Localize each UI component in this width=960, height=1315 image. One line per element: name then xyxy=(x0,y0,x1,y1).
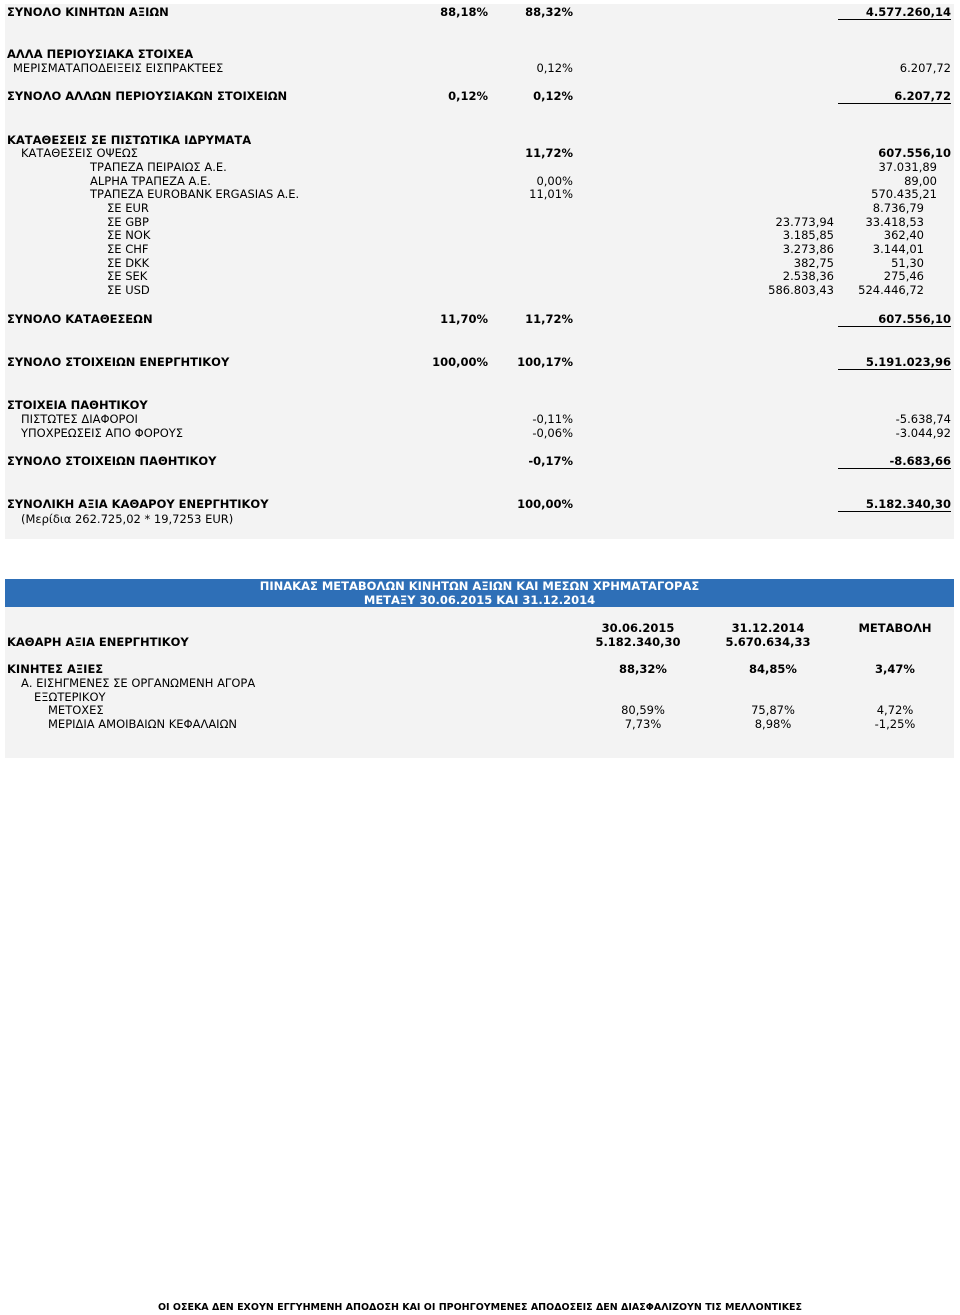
changes-row-date1: 7,73% xyxy=(624,717,662,731)
total-movable-pct2: 88,32% xyxy=(525,5,573,19)
total-movable-pct1: 88,18% xyxy=(440,5,488,19)
changes-row-date2: 75,87% xyxy=(751,703,795,717)
liability-row-pct: -0,06% xyxy=(532,426,573,440)
total-deposits-pct1: 11,70% xyxy=(440,312,488,326)
currency-eur-amount: 275,46 xyxy=(883,269,924,283)
column-header-date2: 31.12.2014 xyxy=(731,621,805,635)
liability-row-amount: -3.044,92 xyxy=(895,426,951,440)
deposits-heading: ΚΑΤΑΘΕΣΕΙΣ ΣΕ ΠΙΣΤΩΤΙΚΑ ΙΔΡΥΜΑΤΑ xyxy=(7,133,252,147)
currency-eur-amount: 524.446,72 xyxy=(858,283,924,297)
changes-row-date1: 80,59% xyxy=(621,703,665,717)
changes-table-title-line1: ΠΙΝΑΚΑΣ ΜΕΤΑΒΟΛΩΝ ΚΙΝΗΤΩΝ ΑΞΙΩΝ ΚΑΙ ΜΕΣΩΝ ΧΡΗΜΑΤΑΓΟΡΑΣ xyxy=(259,579,700,593)
liability-row-amount: -5.638,74 xyxy=(895,412,951,426)
bank-row-amount: 89,00 xyxy=(904,174,937,188)
sight-deposits-amount: 607.556,10 xyxy=(878,146,951,160)
bank-row-amount: 570.435,21 xyxy=(871,187,937,201)
changes-row-change: -1,25% xyxy=(874,717,916,731)
total-movable-amount: 4.577.260,14 xyxy=(838,5,951,20)
changes-row-label: ΜΕΤΟΧΕΣ xyxy=(48,703,104,717)
currency-eur-amount: 33.418,53 xyxy=(865,215,924,229)
net-assets-date1: 5.182.340,30 xyxy=(595,635,681,649)
receivables-amount: 6.207,72 xyxy=(899,61,951,75)
currency-original-amount: 586.803,43 xyxy=(768,283,834,297)
total-other-label: ΣΥΝΟΛΟ ΑΛΛΩΝ ΠΕΡΙΟΥΣΙΑΚΩΝ ΣΤΟΙΧΕΙΩΝ xyxy=(7,89,288,103)
changes-row-date2: 8,98% xyxy=(754,717,792,731)
total-assets-label: ΣΥΝΟΛΟ ΣΤΟΙΧΕΙΩΝ ΕΝΕΡΓΗΤΙΚΟΥ xyxy=(7,355,230,369)
movable-date2: 84,85% xyxy=(749,662,797,676)
receivables-pct: 0,12% xyxy=(536,61,573,75)
currency-label: ΣΕ USD xyxy=(107,283,150,297)
currency-original-amount: 2.538,36 xyxy=(782,269,834,283)
movable-date1: 88,32% xyxy=(619,662,667,676)
liability-row-pct: -0,11% xyxy=(532,412,573,426)
currency-original-amount: 23.773,94 xyxy=(775,215,834,229)
column-header-date1: 30.06.2015 xyxy=(601,621,675,635)
changes-row-change: 4,72% xyxy=(876,703,914,717)
units-note: (Μερίδια 262.725,02 * 19,7253 EUR) xyxy=(21,512,234,526)
total-movable-label: ΣΥΝΟΛΟ ΚΙΝΗΤΩΝ ΑΞΙΩΝ xyxy=(7,5,169,19)
liabilities-heading: ΣΤΟΙΧΕΙΑ ΠΑΘΗΤΙΚΟΥ xyxy=(7,398,148,412)
column-header-change: ΜΕΤΑΒΟΛΗ xyxy=(858,621,932,635)
sight-deposits-label: ΚΑΤΑΘΕΣΕΙΣ ΟΨΕΩΣ xyxy=(21,146,138,160)
currency-eur-amount: 362,40 xyxy=(883,228,924,242)
currency-label: ΣΕ NOK xyxy=(107,228,151,242)
bank-row-label: ΤΡΑΠΕΖΑ ΠΕΙΡΑΙΩΣ Α.Ε. xyxy=(90,160,227,174)
net-assets-date2: 5.670.634,33 xyxy=(725,635,811,649)
total-assets-pct2: 100,17% xyxy=(517,355,573,369)
total-liabilities-pct: -0,17% xyxy=(528,454,573,468)
bank-row-label: ALPHA ΤΡΑΠΕΖΑ Α.Ε. xyxy=(90,174,211,188)
movable-change: 3,47% xyxy=(875,662,915,676)
currency-original-amount: 3.273,86 xyxy=(782,242,834,256)
currency-eur-amount: 3.144,01 xyxy=(872,242,924,256)
bank-row-amount: 37.031,89 xyxy=(878,160,937,174)
receivables-label: ΜΕΡΙΣΜΑΤΑΠΟΔΕΙΞΕΙΣ ΕΙΣΠΡΑΚΤΕΕΣ xyxy=(13,61,224,75)
total-other-pct1: 0,12% xyxy=(448,89,488,103)
changes-row-label: ΜΕΡΙΔΙΑ ΑΜΟΙΒΑΙΩΝ ΚΕΦΑΛΑΙΩΝ xyxy=(48,717,237,731)
liability-row-label: ΥΠΟΧΡΕΩΣΕΙΣ ΑΠΟ ΦΟΡΟΥΣ xyxy=(21,426,184,440)
currency-label: ΣΕ DKK xyxy=(107,256,150,270)
total-assets-pct1: 100,00% xyxy=(432,355,488,369)
currency-original-amount: 382,75 xyxy=(793,256,834,270)
net-asset-value-amount: 5.182.340,30 xyxy=(838,497,951,512)
currency-label: ΣΕ EUR xyxy=(107,201,149,215)
total-liabilities-label: ΣΥΝΟΛΟ ΣΤΟΙΧΕΙΩΝ ΠΑΘΗΤΙΚΟΥ xyxy=(7,454,217,468)
total-deposits-label: ΣΥΝΟΛΟ ΚΑΤΑΘΕΣΕΩΝ xyxy=(7,312,153,326)
currency-original-amount: 3.185,85 xyxy=(782,228,834,242)
currency-eur-amount: 51,30 xyxy=(891,256,924,270)
total-other-amount: 6.207,72 xyxy=(838,89,951,104)
liability-row-label: ΠΙΣΤΩΤΕΣ ΔΙΑΦΟΡΟΙ xyxy=(21,412,138,426)
total-liabilities-amount: -8.683,66 xyxy=(838,454,951,469)
total-assets-amount: 5.191.023,96 xyxy=(838,355,951,370)
currency-label: ΣΕ CHF xyxy=(107,242,149,256)
other-assets-heading: ΑΛΛΑ ΠΕΡΙΟΥΣΙΑΚΑ ΣΤΟΙΧΕΑ xyxy=(7,47,194,61)
net-assets-row-label: ΚΑΘΑΡΗ ΑΞΙΑ ΕΝΕΡΓΗΤΙΚΟΥ xyxy=(7,635,189,649)
disclaimer-footer: ΟΙ ΟΣΕΚΑ ΔΕΝ ΕΧΟΥΝ ΕΓΓΥΗΜΕΝΗ ΑΠΟΔΟΣΗ ΚΑΙ ΟΙ ΠΡΟΗΓΟΥΜΕΝΕΣ ΑΠΟΔΟΣΕΙΣ ΔΕΝ ΔΙΑΣΦΑΛΙΖΟΥΝ ΤΙΣ ΜΕΛΛΟΝΤΙΚΕΣ xyxy=(157,1302,803,1313)
changes-table-title-line2: ΜΕΤΑΞΥ 30.06.2015 ΚΑΙ 31.12.2014 xyxy=(363,593,596,607)
currency-label: ΣΕ SEK xyxy=(107,269,148,283)
currency-eur-amount: 8.736,79 xyxy=(872,201,924,215)
listed-label: Α. ΕΙΣΗΓΜΕΝΕΣ ΣΕ ΟΡΓΑΝΩΜΕΝΗ ΑΓΟΡΑ xyxy=(21,676,256,690)
bank-row-pct: 11,01% xyxy=(529,187,573,201)
bank-row-pct: 0,00% xyxy=(536,174,573,188)
foreign-label: ΕΞΩΤΕΡΙΚΟΥ xyxy=(34,690,106,704)
currency-label: ΣΕ GBP xyxy=(107,215,149,229)
net-asset-value-label: ΣΥΝΟΛΙΚΗ ΑΞΙΑ ΚΑΘΑΡΟΥ ΕΝΕΡΓΗΤΙΚΟΥ xyxy=(7,497,269,511)
total-deposits-amount: 607.556,10 xyxy=(838,312,951,327)
movable-row-label: ΚΙΝΗΤΕΣ ΑΞΙΕΣ xyxy=(7,662,104,676)
bank-row-label: ΤΡΑΠΕΖΑ EUROBANK ERGASIAS A.E. xyxy=(90,187,300,201)
total-deposits-pct2: 11,72% xyxy=(525,312,573,326)
total-other-pct2: 0,12% xyxy=(533,89,573,103)
sight-deposits-pct: 11,72% xyxy=(525,146,573,160)
net-asset-value-pct: 100,00% xyxy=(517,497,573,511)
